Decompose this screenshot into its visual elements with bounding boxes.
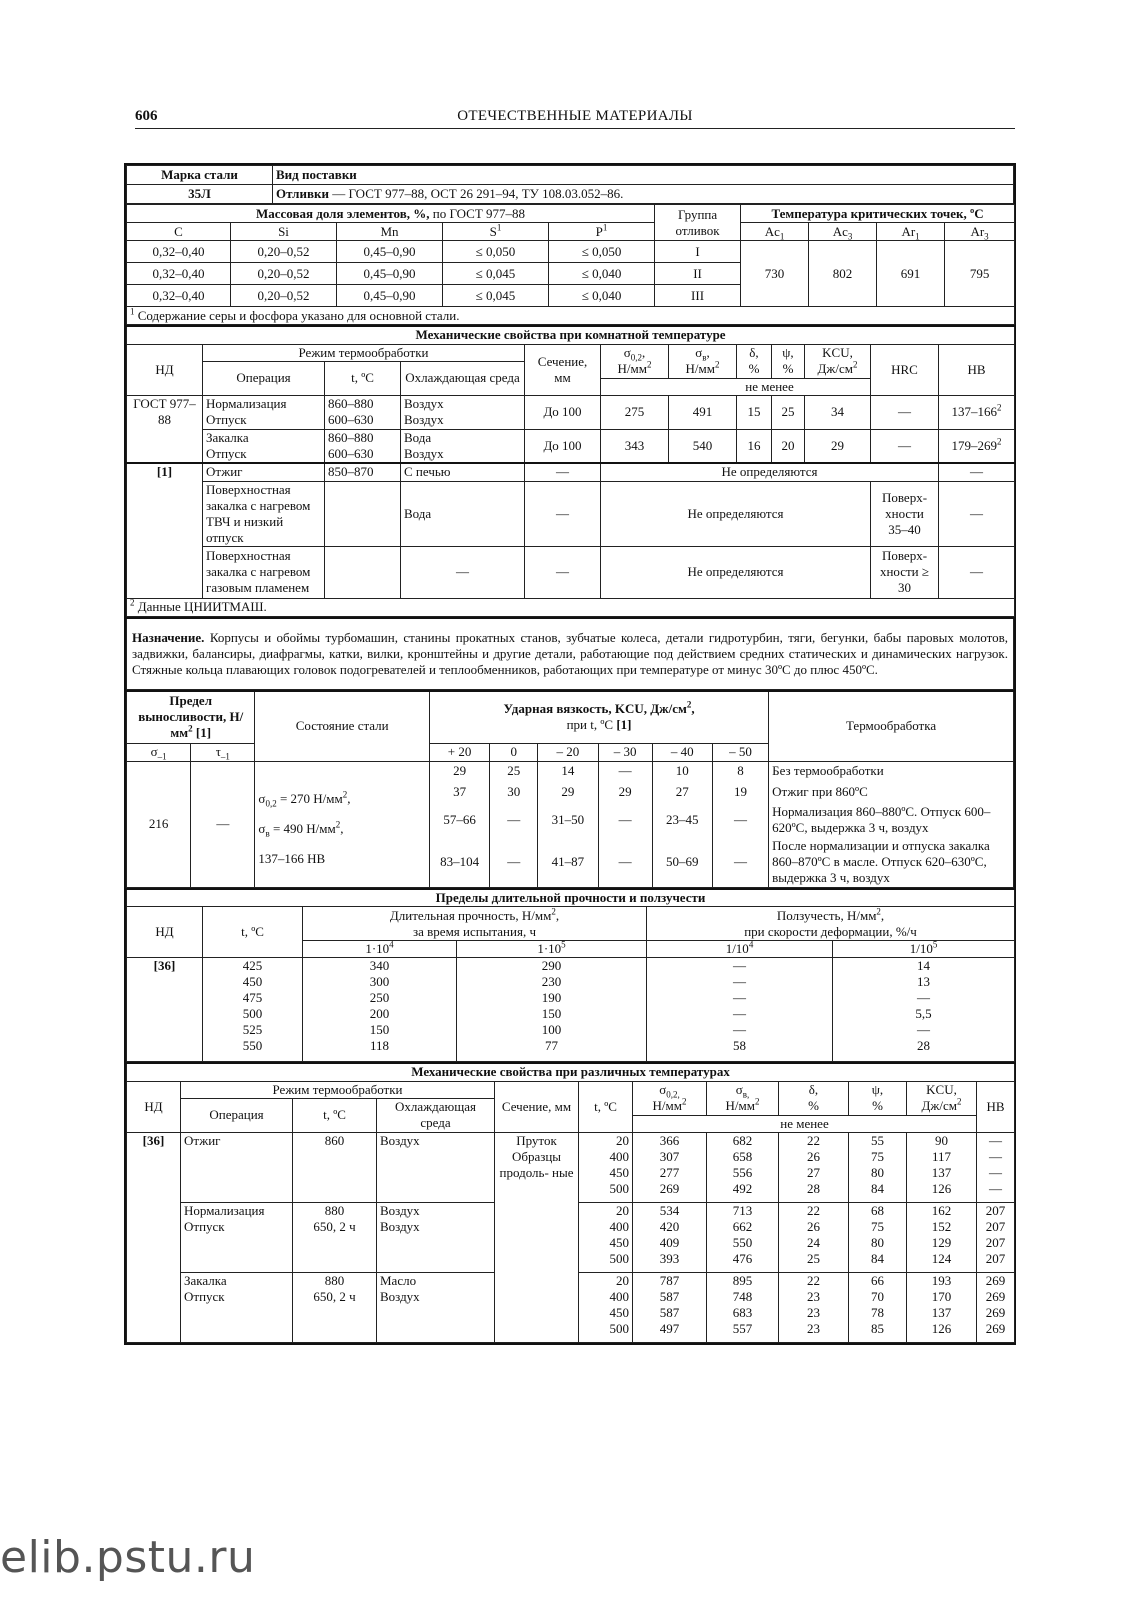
mech-room-footnote: $^2$ Данные ЦНИИТМАШ.: [127, 598, 1015, 616]
table-row: ГОСТ 977–88 Нормализация Отпуск 860–880 600–630 Воздух Воздух До 100 275 491 15 25 34 — $137-166^2$: [127, 395, 1015, 429]
col-ac3: $Ac_3$: [809, 223, 877, 241]
medium-header: Охлаждающая среда: [401, 361, 525, 395]
table-row: Закалка Отпуск 860–880 600–630 Вода Воздух До 100 343 540 16 20 29 — $179-269^2$: [127, 429, 1015, 463]
composition-footnote: $^1$ Содержание серы и фосфора указано для основной стали.: [127, 307, 1015, 325]
ar1-value: 691: [877, 241, 945, 307]
hrc-header: HRC: [871, 344, 939, 395]
creep-table: Пределы длительной прочности и ползучести НД t, ºС Длительная прочность, $Н/мм^2$, за время испытания, ч Ползучесть, $Н/мм^2$, при скорости деформации, %/ч $1\cdot 10^4$ $1\cdot 10^5$ $1/10^4$ $1/10^5$ [36] 425 450 475 500 525 550 340 300 250 200 150 118 290 230 190 150 100 77 — — — — — 58 14 13 — 5,5 — 28: [126, 888, 1015, 1063]
creep-title: Пределы длительной прочности и ползучести: [127, 889, 1015, 907]
table-row: 37 30 29 29 27 19 Отжиг при 860ºС: [127, 781, 1014, 803]
mech-temp-table: Механические свойства при различных температурах НД Режим термообработки Сечение, мм t, ºС $\sigma_{0,2,}$ $Н/мм^2$ $\sigma_{в,}$ $Н/мм^2$ δ, % ψ, % KCU, $Дж/см^2$ HB Операция t, ºС Охлаждающая среда не менее [36] Отжиг 860 Воздух Пруток Образцы продоль- ные 20 400 450 500 366 307 277 269 682 658 556 492 22 26 27 28 55 75 80 84 90 117 137 126 — — — — Нормализация Отпуск 880 650, 2 ч Воздух Воздух 20 400 450 500 534 420 409 393 713 662 550 476 22 26 24 25 68 75 80 84 162 152 129 124 207 207 207 207 Закалка Отпуск 880 650, 2 ч Масло Воздух 20 400 450 500 787 587 587 497 895 748 683 557 22 23 23 23 66 70 78 85 193 170 137 126 269 269 269 269: [126, 1062, 1015, 1343]
mech-temp-title: Механические свойства при различных температурах: [127, 1063, 1015, 1081]
mech-room-table: [126, 325, 1015, 617]
col-ar1: $Ar_1$: [877, 223, 945, 241]
operation-header: Операция: [203, 361, 325, 395]
supply-value: Отливки — ГОСТ 977–88, ОСТ 26 291–94, ТУ 108.03.052–86.: [273, 185, 1014, 204]
sigma-value: 216: [127, 761, 191, 887]
steel-datasheet: [124, 163, 1016, 1345]
running-title: ОТЕЧЕСТВЕННЫЕ МАТЕРИАЛЫ: [457, 108, 693, 124]
mech-room-title: Механические свойства при комнатной температуре: [127, 326, 1015, 344]
purpose-table: [126, 617, 1014, 691]
grade-table: [126, 165, 1014, 204]
s02-header: $\sigma_{0,2}$, $Н/мм^2$: [601, 344, 669, 378]
section-header: Сечение, мм: [525, 344, 601, 395]
kcu-header: KCU, $Дж/см^2$: [805, 344, 871, 378]
purpose-text: Назначение. Корпусы и обоймы турбомашин, станины прокатных станов, зубчатые колеса, детали гидротурбин, тяги, бегунки, бабы паровых молотов, задвижки, балансиры, диафрагмы, катки, вилки, кронштейны и другие детали, работающие под действием средних статических и динамических нагрузок. Стяжные кольца плавающих головок подогревателей и теплообменников, работающих при температуре от минус 30ºС до плюс 450ºС.: [127, 618, 1014, 690]
sv-header: $\sigma_в$, $Н/мм^2$: [669, 344, 737, 378]
kcu-header: Ударная вязкость, KCU, $Дж/см^2$, при t, ºС [1]: [429, 691, 768, 743]
heat-header: Термообработка: [769, 691, 1014, 761]
table-row: Закалка Отпуск 880 650, 2 ч Масло Воздух 20 400 450 500 787 587 587 497 895 748 683 557 22 23 23 23 66 70 78 85 193 170 137 126 269 269 269 269: [127, 1272, 1015, 1342]
composition-title: Массовая доля элементов, %, по ГОСТ 977–88: [127, 205, 655, 223]
state-value: $\sigma_{0,2} = 270$ $Н/мм^2$, $\sigma_в = 490$ $Н/мм^2$, 137–166 HB: [255, 761, 430, 887]
composition-col-headers: [127, 223, 1015, 241]
ac1-value: 730: [741, 241, 809, 307]
col-ac1: $Ac_1$: [741, 223, 809, 241]
gost-nd: ГОСТ 977–88: [127, 395, 203, 463]
table-row: Поверхностная закалка с нагревом газовым пламенем — — Не определяются Поверх- хности ≥ 30 —: [127, 546, 1015, 598]
casting-group-header: Группа отливок: [655, 205, 741, 241]
watermark: elib.pstu.ru: [0, 1532, 256, 1583]
table-row: Нормализация Отпуск 880 650, 2 ч Воздух Воздух 20 400 450 500 534 420 409 393 713 662 550 476 22 26 24 25 68 75 80 84 162 152 129 124 207 207 207 207: [127, 1202, 1015, 1272]
page-header: [135, 108, 1015, 129]
col-s: $S^1$: [443, 223, 549, 241]
col-si: Si: [231, 223, 337, 241]
sigma-minus1-header: $\sigma_{-1}$: [127, 743, 191, 761]
composition-table: [126, 204, 1015, 325]
grade-value: 35Л: [127, 185, 273, 204]
ar3-value: 795: [945, 241, 1015, 307]
psi-header: ψ, %: [772, 344, 805, 378]
regime-header: Режим термообработки: [203, 344, 525, 361]
table-row: 0,32–0,40 0,20–0,52 0,45–0,90 ≤ 0,045 ≤ 0,040 II: [127, 263, 1015, 285]
page-number: 606: [135, 108, 158, 124]
nd-header: НД: [127, 344, 203, 395]
col-c: C: [127, 223, 231, 241]
table-row: 57–66 — 31–50 — 23–45 — Нормализация 860–880ºС. Отпуск 600–620ºС, выдержка 3 ч, воздух: [127, 803, 1014, 837]
table-row: [36] Отжиг 860 Воздух Пруток Образцы продоль- ные 20 400 450 500 366 307 277 269 682 658 556 492 22 26 27 28 55 75 80 84 90 117 137 126 — — — —: [127, 1132, 1015, 1202]
col-p: $P^1$: [549, 223, 655, 241]
long-strength-header: Длительная прочность, $Н/мм^2$, за время испытания, ч: [303, 907, 647, 941]
table-row: [36] 425 450 475 500 525 550 340 300 250 200 150 118 290 230 190 150 100 77 — — — — — 58 14 13 — 5,5 — 28: [127, 958, 1015, 1062]
col-ar3: $Ar_3$: [945, 223, 1015, 241]
endurance-header: Предел выносливости, $Н/мм^2$ [1]: [127, 691, 255, 743]
impact-table: Предел выносливости, $Н/мм^2$ [1] Состояние стали Ударная вязкость, KCU, $Дж/см^2$, при t, ºС [1] Термообработка $\sigma_{-1}$ $\tau_{-1}$ + 20 0 – 20 – 30 – 40 – 50 216 — $\sigma_{0,2} = 270$ $Н/мм^2$, $\sigma_в = 490$ $Н/мм^2$, 137–166 HB 29 25 14 — 10 8 Без термообработки 37 30 29 29 27 19 Отжиг при 860ºС 57–66 — 31–50 — 23–45 — Нормализация 860–880ºС. Отпуск 600–620ºС, выдержка 3 ч, воздух 83–104 — 41–87 — 50–69 — После нормализации и отпуска закалка 860–870ºС в масле. Отпуск 620–630ºС, выдержка 3 ч, воздух: [126, 690, 1014, 888]
delta-header: δ, %: [737, 344, 772, 378]
temp-header: t, ºС: [325, 361, 401, 395]
table-row: 0,32–0,40 0,20–0,52 0,45–0,90 ≤ 0,050 ≤ 0,050 I 730 802 691 795: [127, 241, 1015, 263]
tau-value: —: [191, 761, 255, 887]
hb-header: HB: [939, 344, 1015, 395]
table-row: [1] Отжиг 850–870 С печью — Не определяются —: [127, 463, 1015, 481]
not-less-header: не менее: [601, 378, 939, 395]
state-header: Состояние стали: [255, 691, 430, 761]
ac3-value: 802: [809, 241, 877, 307]
col-mn: Mn: [337, 223, 443, 241]
critical-points-title: Температура критических точек, ºС: [741, 205, 1015, 223]
tau-minus1-header: $\tau_{-1}$: [191, 743, 255, 761]
table-row: Поверхностная закалка с нагревом ТВЧ и низкий отпуск Вода — Не определяются Поверх- хности 35–40 —: [127, 481, 1015, 546]
table-row: 83–104 — 41–87 — 50–69 — После нормализации и отпуска закалка 860–870ºС в масле. Отпуск 620–630ºС, выдержка 3 ч, воздух: [127, 837, 1014, 887]
ref1-nd: [1]: [127, 463, 203, 598]
table-row: 216 — $\sigma_{0,2} = 270$ $Н/мм^2$, $\sigma_в = 490$ $Н/мм^2$, 137–166 HB 29 25 14 — 10 8 Без термообработки: [127, 761, 1014, 781]
grade-label: Марка стали: [127, 166, 273, 185]
supply-label: Вид поставки: [273, 166, 1014, 185]
table-row: 0,32–0,40 0,20–0,52 0,45–0,90 ≤ 0,045 ≤ 0,040 III: [127, 285, 1015, 307]
creep-header: Ползучесть, $Н/мм^2$, при скорости деформации, %/ч: [647, 907, 1015, 941]
